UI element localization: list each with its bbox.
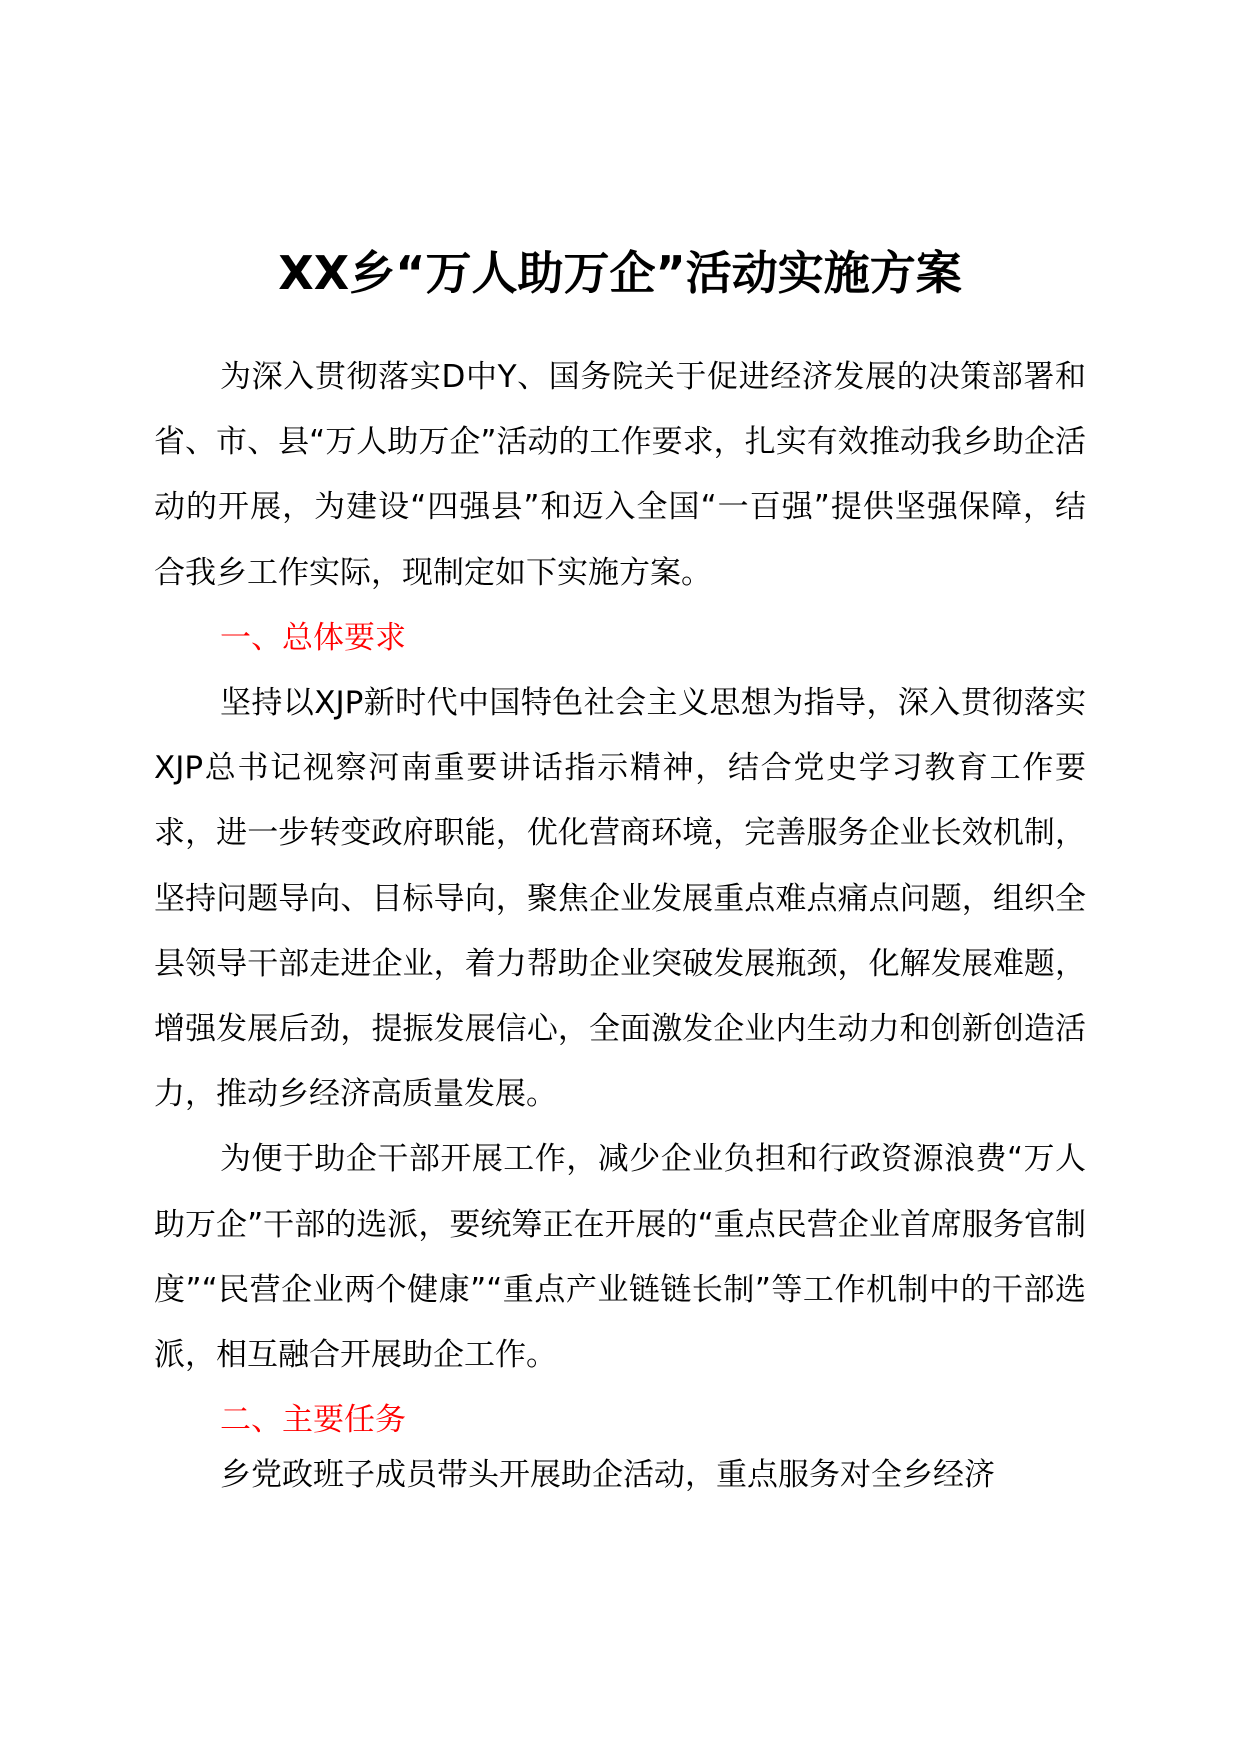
document-body xyxy=(154,345,1086,1453)
section-heading-general-requirements: 一、总体要求 xyxy=(220,619,406,656)
main-tasks-paragraph: 乡党政班子成员带头开展助企活动，重点服务对全乡经济 xyxy=(220,1457,995,1493)
section-heading-main-tasks: 二、主要任务 xyxy=(220,1402,406,1439)
intro-paragraph: 为深入贯彻落实D中Y、国务院关于促进经济发展的决策部署和省、市、县“万人助万企”活动的工作要求，扎实有效推动我乡助企活动的开展，为建设“四强县”和迈入全国“一百强”提供坚强保障，结合我乡工作实际，现制定如下实施方案。 xyxy=(154,359,1086,591)
main-tasks-paragraph-container xyxy=(154,1443,1086,1513)
document-title: XX乡“万人助万企”活动实施方案 xyxy=(278,246,962,300)
cadre-selection-paragraph: 为便于助企干部开展工作，减少企业负担和行政资源浪费“万人助万企”干部的选派，要统筹正在开展的“重点民营企业首席服务官制度”“民营企业两个健康”“重点产业链链长制”等工作机制中的干部选派，相互融合开展助企工作。 xyxy=(154,1141,1086,1374)
general-requirements-paragraph: 坚持以XJP新时代中国特色社会主义思想为指导，深入贯彻落实XJP总书记视察河南重要讲话指示精神，结合党史学习教育工作要求，进一步转变政府职能，优化营商环境，完善服务企业长效机制，坚持问题导向、目标导向，聚焦企业发展重点难点痛点问题，组织全县领导干部走进企业，着力帮助企业突破发展瓶颈，化解发展难题，增强发展后劲，提振发展信心，全面激发企业内生动力和创新创造活力，推动乡经济高质量发展。 xyxy=(154,685,1086,1113)
